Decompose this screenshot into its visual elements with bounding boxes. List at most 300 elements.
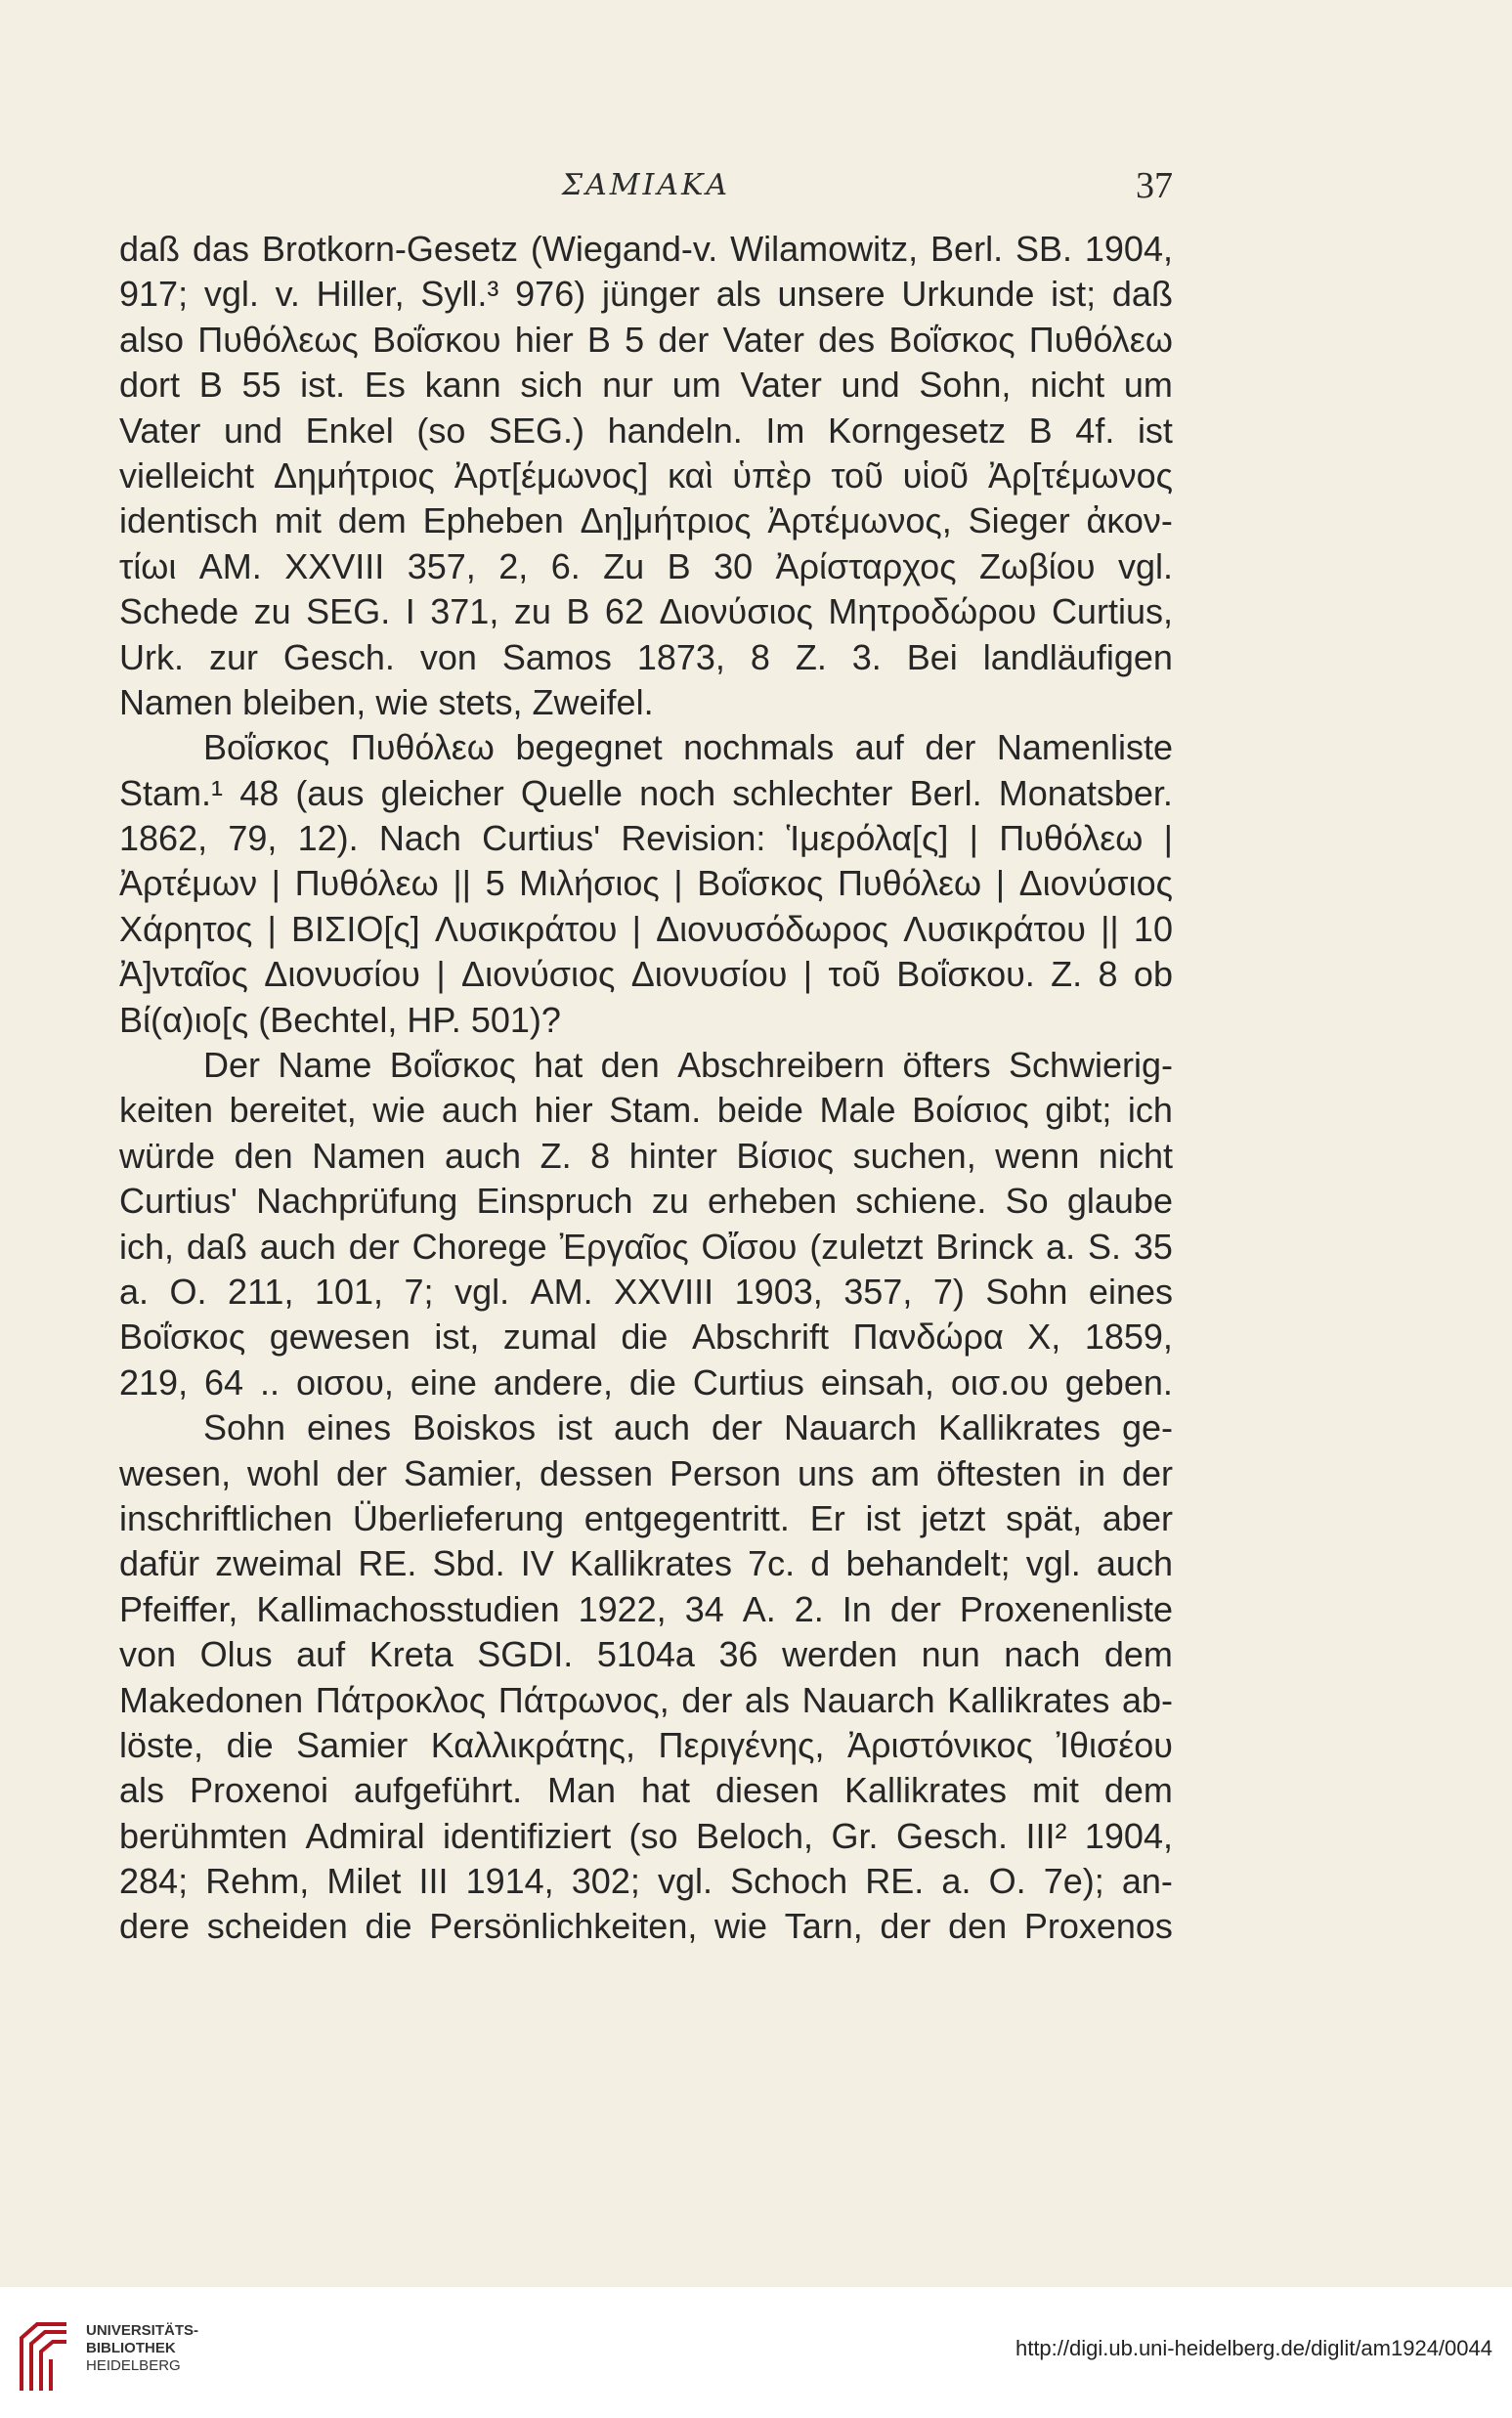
word: und [223, 410, 283, 451]
word: der [1121, 1452, 1173, 1493]
text-line [119, 1315, 1173, 1360]
word: Im [765, 410, 805, 451]
word: Πάτρωνος, [497, 1679, 670, 1720]
word: I [405, 591, 415, 632]
word: hier [534, 1090, 593, 1131]
word: dem [337, 500, 407, 541]
word: 34 [684, 1588, 724, 1629]
word: Syll.³ [420, 274, 499, 315]
word: Es [364, 365, 406, 406]
word: Διονυσίου [264, 954, 420, 995]
word: 12). [297, 818, 359, 859]
word: stets, [438, 681, 523, 722]
word: die [226, 1724, 274, 1765]
word: auch [613, 1407, 691, 1448]
word: Curtius, [1051, 591, 1173, 632]
word: Kallikrates [947, 1679, 1110, 1720]
word: zumal [502, 1317, 597, 1358]
word: nicht [1098, 1135, 1173, 1176]
word: B [1028, 410, 1053, 451]
word: ΒΙΣΙΟ[ς] [291, 908, 420, 949]
word: 48 [239, 772, 280, 813]
word: handeln. [607, 410, 743, 451]
word: zu [651, 1181, 689, 1222]
text-line [119, 635, 1173, 680]
word: Name [278, 1045, 372, 1086]
word: 8 [1098, 954, 1118, 995]
word: Brotkorn-Gesetz [261, 229, 518, 269]
word: SEG. [306, 591, 391, 632]
word: bereitet, [229, 1090, 357, 1131]
word: Λυσικράτου [903, 908, 1086, 949]
word: 7) [932, 1271, 965, 1312]
institution-name [86, 2322, 198, 2375]
word: RE. [358, 1543, 417, 1584]
word: ist [865, 1497, 901, 1538]
word: O. [988, 1861, 1026, 1902]
word: Διονύσιος [461, 954, 616, 995]
word: ὑπὲρ [732, 454, 812, 496]
word: landläufigen [982, 636, 1173, 677]
word: als [744, 1679, 790, 1720]
word: ich [1127, 1090, 1173, 1131]
word: wie [375, 681, 429, 722]
word: Gr. [831, 1815, 879, 1856]
word: 917; [119, 274, 189, 315]
word: Διονύσιος [659, 591, 813, 632]
word: So [1005, 1181, 1049, 1222]
word: eine [410, 1361, 477, 1403]
word: auch [259, 1226, 336, 1267]
word: Ἰθισέου [1056, 1724, 1173, 1765]
word: ob [1133, 954, 1173, 995]
word: RE. [865, 1861, 925, 1902]
word: 64 [204, 1361, 244, 1403]
word: ist [1137, 410, 1173, 451]
word: Πυθόλεω [350, 727, 495, 768]
word: Vater [119, 410, 201, 451]
word: 101, [314, 1271, 384, 1312]
word: 5 [625, 319, 645, 360]
word: 10 [1133, 908, 1173, 949]
word: als [119, 1770, 165, 1811]
word: wenn [995, 1135, 1080, 1176]
word: behandelt; [845, 1543, 1011, 1584]
word: also [119, 319, 185, 360]
word: υἱοῦ [902, 454, 970, 496]
word: Admiral [305, 1815, 425, 1856]
word: || [453, 863, 472, 904]
word: bleiben, [242, 681, 367, 722]
text-line [119, 272, 1173, 317]
word: οισου, [295, 1361, 394, 1403]
word: Er [809, 1497, 845, 1538]
word: 357, [843, 1271, 913, 1312]
word: wie [372, 1090, 426, 1131]
word: Nach [378, 818, 461, 859]
word: 211, [228, 1271, 294, 1312]
word: Samier, [403, 1452, 524, 1493]
word: gewesen [269, 1317, 410, 1358]
word: Namen [119, 681, 234, 722]
word: einsah, [820, 1361, 934, 1403]
word: Μητροδώρου [828, 591, 1037, 632]
word: begegnet [515, 727, 663, 768]
word: diesen [714, 1770, 820, 1811]
word: werden [782, 1634, 898, 1675]
text-line [119, 453, 1173, 498]
word: HP. [407, 999, 461, 1040]
word: Beloch, [695, 1815, 814, 1856]
word: Διονύσιος [1018, 863, 1173, 904]
word: Namenliste [996, 727, 1173, 768]
word: || [1101, 908, 1119, 949]
word: In [842, 1588, 872, 1629]
word: (aus [295, 772, 365, 813]
word: mit [274, 500, 322, 541]
word: a. [941, 1861, 972, 1902]
word: der [348, 1226, 400, 1267]
word: Proxenenliste [959, 1588, 1173, 1629]
word: Βί(α)ιο[ς [119, 999, 249, 1040]
institution-line: UNIVERSITÄTS- [86, 2322, 199, 2339]
word: Makedonen [119, 1679, 304, 1720]
word: identifiziert [443, 1815, 612, 1856]
text-line [119, 1451, 1173, 1496]
word: Pfeiffer, [119, 1588, 238, 1629]
word: Schoch [730, 1861, 848, 1902]
word: wohl [247, 1452, 321, 1493]
word: Curtius' [119, 1181, 238, 1222]
text-line [119, 1179, 1173, 1224]
word: Ἀρτέμωνος, [767, 500, 952, 541]
word: Ἀρτέμων [119, 863, 258, 904]
text-line [119, 1088, 1173, 1133]
text-line [119, 1405, 1173, 1450]
text-line [119, 1768, 1173, 1813]
university-library-logo-icon [14, 2316, 74, 2395]
text-line [119, 998, 1173, 1043]
word: Πυθόλεως [197, 319, 359, 360]
word: Berl. [930, 229, 1004, 269]
word: 357, [407, 545, 476, 586]
word: Abschreibern [677, 1045, 886, 1086]
text-line [119, 498, 1173, 543]
word: 1873, [636, 636, 725, 677]
word: Wilamowitz, [730, 229, 919, 269]
word: zweimal [215, 1543, 343, 1584]
word: keiten [119, 1090, 214, 1131]
text-line [119, 227, 1173, 272]
word: Z. [1051, 954, 1083, 995]
body-text [119, 227, 1173, 1950]
text-line [119, 1904, 1173, 1949]
word: B [586, 319, 611, 360]
word: AM. [530, 1271, 593, 1312]
word: (so [628, 1815, 678, 1856]
word: unsere [777, 274, 886, 315]
word: kann [424, 365, 501, 406]
word: Tarn, [784, 1906, 863, 1947]
word: die [621, 1317, 669, 1358]
word: nochmals [683, 727, 835, 768]
word: 219, [119, 1361, 189, 1403]
word: hat [534, 1045, 583, 1086]
word: hinter [628, 1135, 717, 1176]
word: glaube [1066, 1181, 1173, 1222]
text-line [119, 318, 1173, 363]
word: wie [714, 1906, 768, 1947]
word: vgl. [1117, 545, 1173, 586]
word: τοῦ [831, 454, 884, 496]
text-line [119, 1587, 1173, 1632]
word: 7; [404, 1271, 434, 1312]
word: 35 [1133, 1226, 1173, 1267]
text-line [119, 1723, 1173, 1768]
word: Person [669, 1452, 782, 1493]
word: Kreta [368, 1634, 454, 1675]
word: καὶ [668, 454, 713, 496]
word: Πυθόλεω [999, 818, 1144, 859]
word: Milet [326, 1861, 402, 1902]
word: 4f. [1075, 410, 1115, 451]
text-line [119, 1225, 1173, 1270]
word: Sohn [985, 1271, 1068, 1312]
word: SB. [1015, 229, 1072, 269]
word: | [969, 818, 978, 859]
word: daß [186, 1226, 247, 1267]
word: Gesch. [282, 636, 395, 677]
word: Man [547, 1770, 617, 1811]
word: als [715, 274, 761, 315]
word: 8 [750, 636, 770, 677]
word: am [870, 1452, 920, 1493]
word: Epheben [422, 500, 564, 541]
word: zu [253, 591, 291, 632]
word: 1862, [119, 818, 208, 859]
word: der [889, 1588, 941, 1629]
word: 1914, [465, 1861, 554, 1902]
word: III [418, 1861, 449, 1902]
word: an- [1121, 1861, 1173, 1902]
word: Kallimachosstudien [256, 1588, 560, 1629]
word: Οἴσου [701, 1226, 798, 1267]
word: S. [1087, 1226, 1121, 1267]
word: Vater [722, 319, 804, 360]
word: Βοΐσκου. [896, 954, 1035, 995]
word: beide [716, 1090, 803, 1131]
word: 30 [713, 545, 754, 586]
word: uns [798, 1452, 855, 1493]
word: Ἀρίσταρχος [775, 545, 957, 586]
word: wesen, [119, 1452, 232, 1493]
word: Sohn, [919, 365, 1012, 406]
word: Schede [119, 591, 239, 632]
word: Schwierig- [1008, 1045, 1173, 1086]
word: Βοΐσκος [697, 863, 824, 904]
word: Namen [312, 1135, 426, 1176]
word: des [818, 319, 876, 360]
word: berühmten [119, 1815, 288, 1856]
word: Πάτροκλος [315, 1679, 487, 1720]
word: B [198, 365, 223, 406]
word: 62 [604, 591, 644, 632]
word: Samier [296, 1724, 409, 1765]
word: jünger [601, 274, 701, 315]
text-line [119, 1496, 1173, 1541]
word: 5104a [596, 1634, 695, 1675]
text-line [119, 816, 1173, 861]
word: auch [1096, 1543, 1173, 1584]
word: der [925, 727, 976, 768]
word: ἀκον- [1086, 500, 1173, 541]
word: Boiskos [412, 1407, 537, 1448]
word: ab- [1121, 1679, 1173, 1720]
word: III² [1025, 1815, 1067, 1856]
word: Nauarch [801, 1679, 935, 1720]
word: | [673, 863, 683, 904]
running-title: ΣΑΜΙΑΚΑ [561, 168, 731, 202]
word: Βίσιος [736, 1135, 835, 1176]
word: Βοΐσκος [119, 1317, 246, 1358]
word: Der [203, 1045, 261, 1086]
word: zu [513, 591, 551, 632]
word: Ἀρτ[έμωνος] [454, 454, 649, 496]
word: 6. [550, 545, 581, 586]
word: entgegentritt. [583, 1497, 790, 1538]
word: Βοίσιος [912, 1090, 1029, 1131]
word: nach [1004, 1634, 1081, 1675]
word: löste, [119, 1724, 204, 1765]
word: Chorege [411, 1226, 547, 1267]
text-line [119, 1814, 1173, 1859]
word: Διονυσίου [630, 954, 788, 995]
word: ist [557, 1407, 593, 1448]
word: schiene. [855, 1181, 987, 1222]
word: | [271, 863, 281, 904]
text-line [119, 907, 1173, 952]
word: v. [275, 274, 300, 315]
word: erheben [707, 1181, 838, 1222]
text-line [119, 861, 1173, 906]
word: Περιγένης, [658, 1724, 825, 1765]
source-url-link[interactable]: http://digi.ub.uni-heidelberg.de/diglit/am1924/0044 [1015, 2336, 1492, 2360]
word: B [566, 591, 590, 632]
word: Gesch. [895, 1815, 1008, 1856]
word: Ἀριστόνικος [847, 1724, 1033, 1765]
word: vgl. [1025, 1543, 1081, 1584]
word: öftesten [935, 1452, 1062, 1493]
word: SEG.) [488, 410, 584, 451]
word: 7e); [1043, 1861, 1104, 1902]
word: Abschrift [691, 1317, 830, 1358]
text-line [119, 725, 1173, 770]
word: 501)? [470, 999, 561, 1040]
word: (so [416, 410, 466, 451]
word: der [681, 1679, 733, 1720]
word: Πανδώρα [852, 1317, 1004, 1358]
word: SGDI. [477, 1634, 574, 1675]
word: 1904, [1084, 229, 1173, 269]
word: IV [520, 1543, 554, 1584]
text-line [119, 680, 1173, 725]
word: gibt; [1045, 1090, 1112, 1131]
word: auf [854, 727, 904, 768]
word: 79, [228, 818, 278, 859]
word: Vater [740, 365, 822, 406]
word: a. [119, 1271, 150, 1312]
word: sich [520, 365, 583, 406]
word: A. [742, 1588, 776, 1629]
word: Einspruch [476, 1181, 633, 1222]
word: 3. [851, 636, 882, 677]
word: auf [296, 1634, 346, 1675]
word: Καλλικράτης, [430, 1724, 635, 1765]
word: Διονυσόδωρος [656, 908, 889, 949]
text-line [119, 1134, 1173, 1179]
word: hat [640, 1770, 691, 1811]
word: Sohn [203, 1407, 286, 1448]
word: vgl. [657, 1861, 713, 1902]
text-line [119, 1270, 1173, 1315]
word: spät, [1006, 1497, 1083, 1538]
word: Male [819, 1090, 896, 1131]
word: 1903, [734, 1271, 823, 1312]
word: um [1123, 365, 1173, 406]
word: suchen, [852, 1135, 976, 1176]
word: inschriftlichen [119, 1497, 333, 1538]
word: den [600, 1045, 660, 1086]
word: daß [119, 229, 181, 269]
word: der [711, 1407, 762, 1448]
word: (Wiegand-v. [530, 229, 718, 269]
word: vgl. [454, 1271, 510, 1312]
word: Ἀρ[τέμωνος [987, 454, 1173, 496]
word: X, [1027, 1317, 1061, 1358]
word: von [119, 1634, 177, 1675]
word: jetzt [921, 1497, 986, 1538]
word: Hiller, [316, 274, 405, 315]
word: von [419, 636, 477, 677]
word: Z. [540, 1135, 572, 1176]
word: Βοΐσκος [888, 319, 1015, 360]
word: τοῦ [828, 954, 881, 995]
word: zur [208, 636, 258, 677]
word: οισ.ου [950, 1361, 1049, 1403]
word: B [667, 545, 691, 586]
word: 7c. [748, 1543, 796, 1584]
word: der [880, 1906, 931, 1947]
word: 2. [794, 1588, 824, 1629]
word: 8 [590, 1135, 611, 1176]
word: eines [1088, 1271, 1173, 1312]
word: Überlieferung [352, 1497, 564, 1538]
word: Kallikrates [843, 1770, 1008, 1811]
text-line [119, 771, 1173, 816]
word: den [948, 1906, 1008, 1947]
word: Πυθόλεω [837, 863, 982, 904]
word: geben. [1064, 1361, 1173, 1403]
word: Curtius [692, 1361, 804, 1403]
word: Z. [795, 636, 827, 677]
word: Δη]μήτριος [580, 500, 752, 541]
word: Sieger [968, 500, 1070, 541]
word: Quelle [520, 772, 623, 813]
word: ist. [300, 365, 346, 406]
word: 371, [430, 591, 499, 632]
word: Δημήτριος [273, 454, 435, 496]
word: scheiden [206, 1906, 348, 1947]
